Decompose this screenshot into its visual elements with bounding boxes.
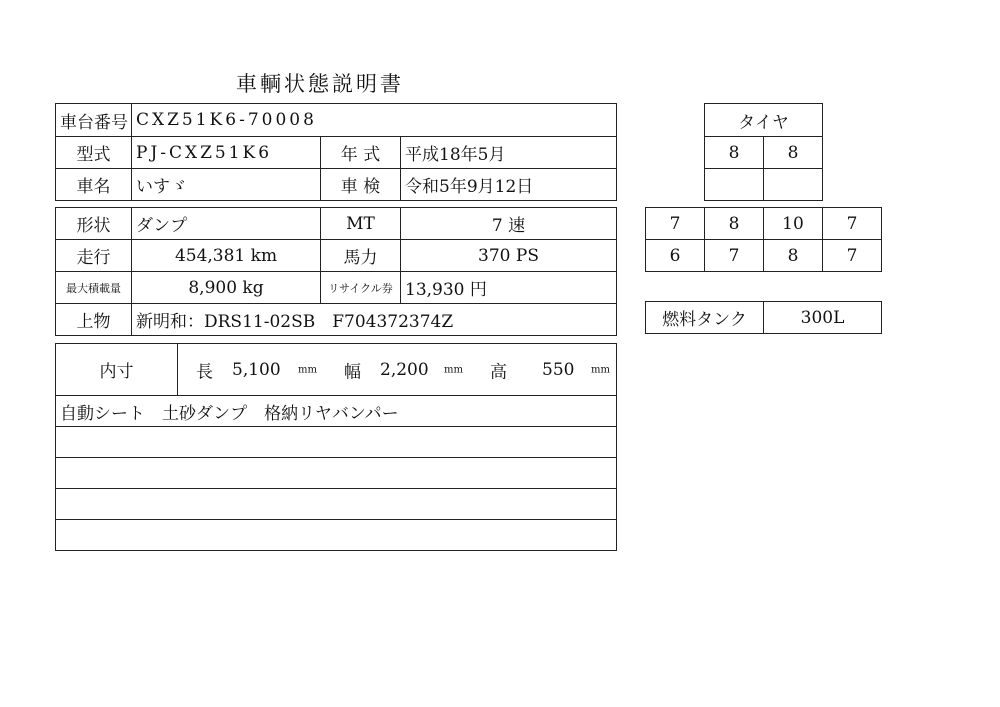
dimensions-remarks-table: [55, 343, 617, 551]
max-load-label: 最大積載量: [56, 272, 132, 304]
chassis-number-label: 車台番号: [56, 104, 132, 137]
tire-front-right: 8: [764, 137, 823, 169]
tire-front-table: [704, 103, 823, 201]
vehicle-spec-table: [55, 207, 617, 336]
inspection-value: 令和5年9月12日: [401, 169, 617, 201]
horsepower-label: 馬力: [321, 240, 401, 272]
mileage-value: 454,381 km: [132, 240, 321, 272]
tire-rear-2-1: 6: [646, 240, 705, 272]
inner-dimensions-values: [178, 344, 617, 396]
body-equipment-label: 上物: [56, 304, 132, 336]
remarks-line-5: [56, 520, 617, 551]
remarks-line-4: [56, 489, 617, 520]
tire-front-empty-right: [764, 169, 823, 201]
height-unit: mm: [591, 364, 610, 375]
horsepower-value: 370 PS: [401, 240, 617, 272]
tire-rear-1-4: 7: [823, 208, 882, 240]
tire-rear-1-2: 8: [705, 208, 764, 240]
model-label: 型式: [56, 137, 132, 169]
length-unit: mm: [298, 364, 317, 375]
max-load-value: 8,900 kg: [132, 272, 321, 304]
height-label: 高: [490, 362, 507, 382]
remarks-line-3: [56, 458, 617, 489]
tire-rear-1-3: 10: [764, 208, 823, 240]
inner-dimensions-label: 内寸: [56, 344, 178, 396]
model-value: PJ-CXZ51K6: [132, 137, 321, 169]
recycle-fee-label: リサイクル券: [321, 272, 401, 304]
length-value: 5,100: [232, 359, 281, 380]
vehicle-name-label: 車名: [56, 169, 132, 201]
remarks-line-2: [56, 427, 617, 458]
shape-label: 形状: [56, 208, 132, 240]
width-unit: mm: [444, 364, 463, 375]
vehicle-id-table: [55, 103, 617, 201]
height-value: 550: [542, 359, 575, 380]
body-equipment-value: 新明和：DRS11-02SB F704372374Z: [132, 304, 617, 336]
year-label: 年 式: [321, 137, 401, 169]
transmission-value: 7 速: [401, 208, 617, 240]
tire-front-left: 8: [705, 137, 764, 169]
width-value: 2,200: [380, 359, 429, 380]
tire-rear-2-3: 8: [764, 240, 823, 272]
year-value: 平成18年5月: [401, 137, 617, 169]
shape-value: ダンプ: [132, 208, 321, 240]
width-label: 幅: [344, 362, 361, 382]
tire-front-empty-left: [705, 169, 764, 201]
tire-rear-table: [645, 207, 882, 272]
tire-rear-2-4: 7: [823, 240, 882, 272]
inspection-label: 車 検: [321, 169, 401, 201]
mileage-label: 走行: [56, 240, 132, 272]
remarks-line-1: 自動シート 土砂ダンプ 格納リヤバンパー: [56, 396, 617, 427]
length-label: 長: [196, 362, 213, 382]
vehicle-name-value: いすゞ: [132, 169, 321, 201]
transmission-label: MT: [321, 208, 401, 240]
tire-rear-2-2: 7: [705, 240, 764, 272]
tire-header: タイヤ: [705, 104, 823, 137]
tire-rear-1-1: 7: [646, 208, 705, 240]
fuel-tank-label: 燃料タンク: [646, 302, 764, 334]
document-title: 車輌状態説明書: [236, 72, 404, 96]
fuel-tank-table: [645, 301, 882, 334]
chassis-number-value: CXZ51K6-70008: [132, 104, 617, 137]
fuel-tank-value: 300L: [764, 302, 882, 334]
recycle-fee-value: 13,930 円: [401, 272, 617, 304]
